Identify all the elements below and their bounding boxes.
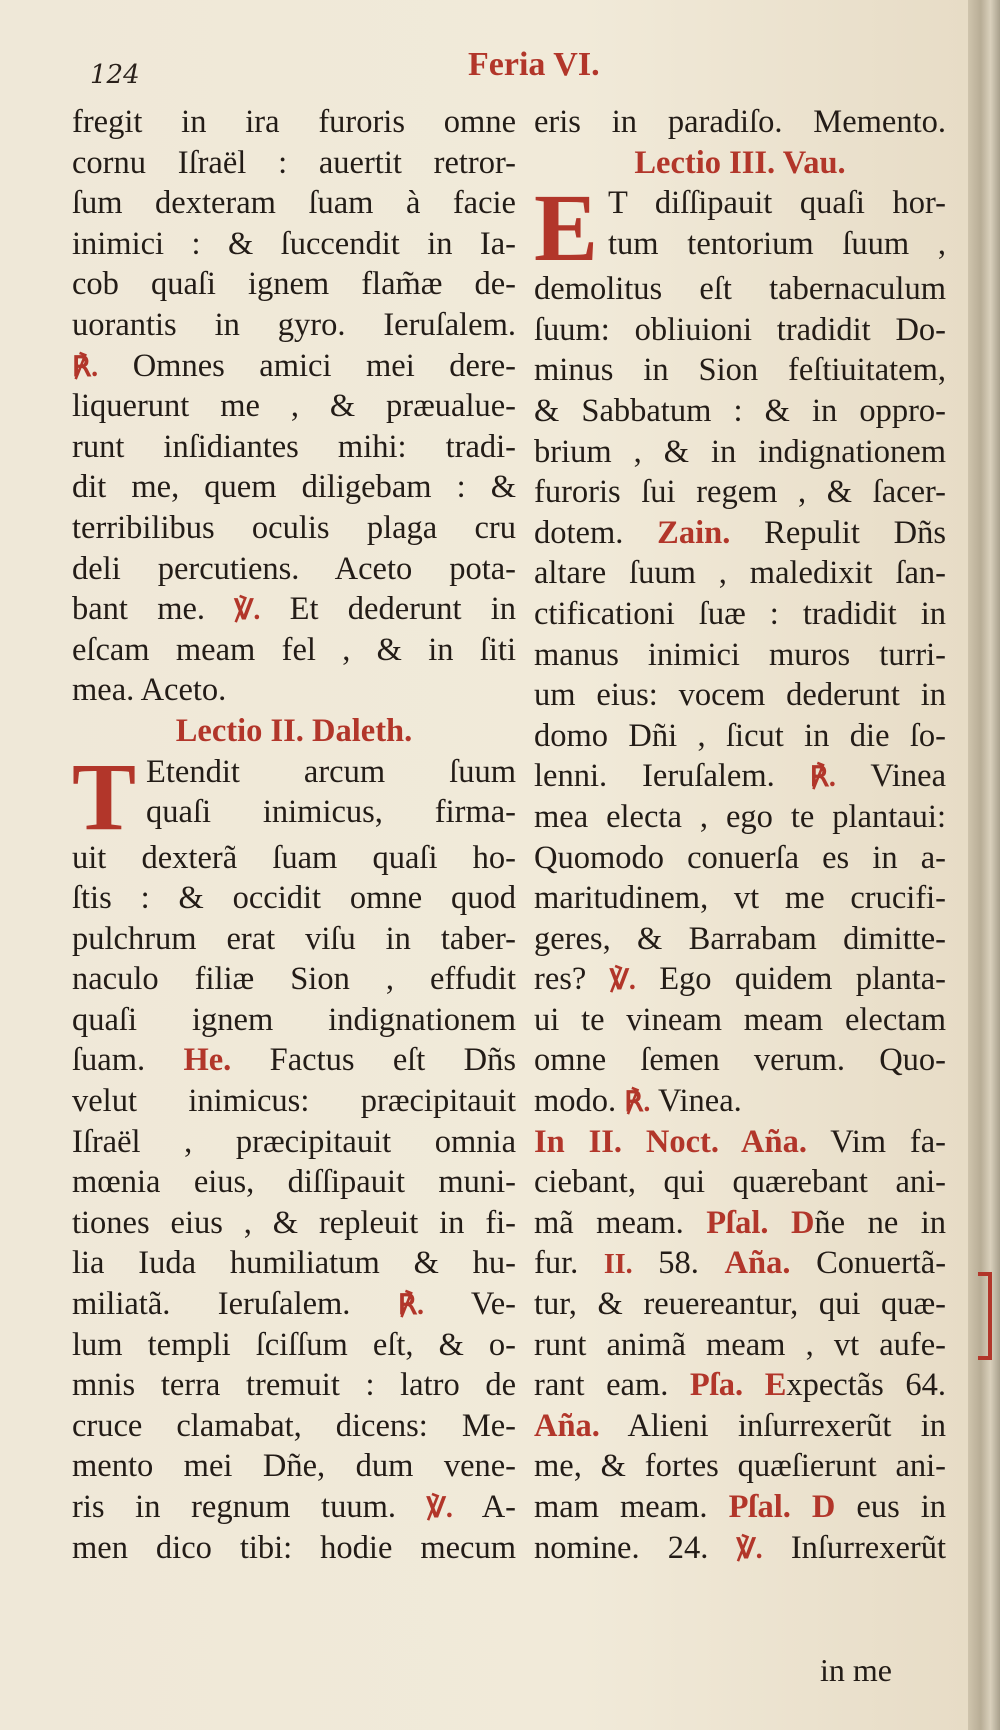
text-line: ris in regnum tuum. ℣. A-: [72, 1489, 516, 1525]
text-line: uit dexterã ſuam quaſi ho-: [72, 839, 516, 876]
text-line: mea electa , ego te plantaui:: [534, 798, 946, 835]
bookmark-tab: [978, 1272, 992, 1360]
text-line: mam meam. Pſal. D eus in: [534, 1489, 947, 1525]
left-column: [72, 102, 516, 1568]
he-label: He.: [183, 1042, 232, 1079]
text-line: & Sabbatum : & in oppro-: [534, 392, 946, 429]
rubric-nocturn: In II. Noct. Aña.: [534, 1123, 807, 1160]
text-line: altare ſuum , maledixit ſan-: [534, 555, 946, 592]
text-line: manus inimici muros turri-: [534, 636, 946, 673]
responsory-symbol: ℟.: [809, 762, 836, 794]
text-line: brium , & in indignationem: [534, 433, 946, 470]
responsory-symbol: ℟.: [397, 1290, 425, 1322]
drop-cap: E: [534, 183, 599, 270]
text-line: modo. ℟. Vinea.: [534, 1083, 742, 1120]
text-line: ui te vineam meam electam: [534, 1001, 946, 1038]
text-line: lenni. Ieruſalem. ℟. Vinea: [534, 758, 946, 795]
text-line: mento mei Dñe, dum vene-: [72, 1448, 516, 1485]
text-line: rant eam. Pſa. Expectãs 64.: [534, 1367, 946, 1404]
text-line: nomine. 24. ℣. Inſurrexerũt: [534, 1529, 947, 1566]
page-header: [0, 38, 968, 88]
text-line: maritudinem, vt me crucifi-: [534, 880, 946, 917]
text-line: tur, & reuereantur, qui quæ-: [534, 1286, 946, 1323]
text-line: liquerunt me , & præualue-: [72, 388, 516, 425]
text-line: um eius: vocem dederunt in: [534, 677, 946, 714]
versicle-symbol: ℣.: [426, 1493, 453, 1524]
drop-cap: T: [72, 751, 137, 838]
versicle-symbol: ℣.: [736, 1533, 763, 1565]
text-line: uorantis in gyro. Ieruſalem.: [72, 306, 516, 343]
text-line: runt animã meam , vt aufe-: [534, 1326, 946, 1363]
text-line: bant me. ℣. Et dederunt in: [72, 591, 516, 628]
text-line: domo Dñi , ſicut in die ſo-: [534, 717, 946, 754]
text-line: cruce clamabat, dicens: Me-: [72, 1407, 516, 1444]
rubric-lectio-3: Lectio III. Vau.: [634, 144, 846, 181]
text-line: terribilibus oculis plaga cru: [72, 509, 516, 546]
text-line: T diſſipauit quaſi hor-: [608, 185, 946, 222]
text-line: dotem. Zain. Repulit Dñs: [534, 514, 947, 551]
text-line: dit me, quem diligebam : &: [72, 469, 516, 506]
rubric-lectio-2: Lectio II. Daleth.: [175, 712, 413, 749]
responsory-symbol: ℟.: [72, 351, 99, 383]
text-line: fur. II. 58. Aña. Conuertã-: [534, 1245, 947, 1282]
text-line: demolitus eſt tabernaculum: [534, 271, 946, 308]
text-line: deli percutiens. Aceto pota-: [72, 550, 516, 587]
text-line: Iſraël , præcipitauit omnia: [72, 1123, 516, 1160]
text-line: lum templi ſciſſum eſt, & o-: [72, 1326, 516, 1363]
text-line: mea. Aceto.: [72, 672, 227, 709]
text-line: geres, & Barrabam dimitte-: [534, 920, 946, 957]
text-line: res? ℣. Ego quidem planta-: [534, 961, 946, 998]
text-line: me, & fortes quæſierunt ani-: [534, 1448, 946, 1485]
psalm-label: Pſa. E: [689, 1367, 787, 1404]
running-title: Feria VI.: [468, 46, 600, 83]
page-edge: [968, 0, 1000, 1730]
antiphon-label: Aña.: [724, 1245, 791, 1282]
text-line: Etendit arcum ſuum: [146, 753, 516, 790]
catchword: in me: [820, 1652, 892, 1688]
antiphon-label: Aña.: [534, 1407, 600, 1444]
text-line: miliatã. Ieruſalem. ℟. Ve-: [72, 1286, 516, 1323]
text-line: omne ſemen verum. Quo-: [534, 1042, 946, 1079]
text-line: ſum dexteram ſuam à facie: [72, 185, 516, 222]
text-line: pulchrum erat viſu in taber-: [72, 920, 516, 957]
page-number: 124: [90, 60, 140, 90]
lectio-2-block: [72, 752, 516, 838]
text-line: cornu Iſraël : auertit retror-: [72, 144, 516, 181]
lectio-3-block: [534, 183, 946, 269]
text-line: eris in paradiſo. Memento.: [534, 104, 946, 140]
text-line: inimici : & ſuccendit in Ia-: [72, 225, 516, 262]
text-line: mœnia eius, diſſipauit muni-: [72, 1164, 516, 1201]
text-line: ſuum: obliuioni tradidit Do-: [534, 311, 946, 348]
psalm-label: Pſal. D: [728, 1489, 836, 1525]
text-line: velut inimicus: præcipitauit: [72, 1083, 516, 1120]
right-column: [534, 102, 946, 1568]
zain-label: Zain.: [657, 514, 731, 551]
text-line: Quomodo conuerſa es in a-: [534, 839, 946, 876]
text-line: ℟. Omnes amici mei dere-: [72, 347, 516, 384]
numeral-label: II.: [603, 1249, 633, 1281]
versicle-symbol: ℣.: [234, 595, 261, 627]
text-line: quaſi inimicus, firma-: [146, 794, 516, 831]
text-line: naculo filiæ Sion , effudit: [72, 961, 516, 998]
versicle-symbol: ℣.: [609, 965, 636, 997]
text-line: In II. Noct. Aña. Vim fa-: [534, 1123, 946, 1160]
responsory-symbol: ℟.: [624, 1087, 651, 1119]
psalm-label: Pſal. D: [706, 1204, 815, 1241]
text-line: ciebant, qui quærebant ani-: [534, 1164, 946, 1201]
text-line: fregit in ira furoris omne: [72, 104, 516, 140]
text-line: lia Iuda humiliatum & hu-: [72, 1245, 516, 1282]
text-line: Aña. Alieni inſurrexerũt in: [534, 1407, 946, 1444]
text-line: mã meam. Pſal. Dñe ne in: [534, 1204, 946, 1241]
text-line: tiones eius , & repleuit in fi-: [72, 1204, 516, 1241]
text-line: ſtis : & occidit omne quod: [72, 880, 516, 917]
text-line: eſcam meam fel , & in ſiti: [72, 631, 516, 668]
text-line: quaſi ignem indignationem: [72, 1001, 516, 1038]
text-line: mnis terra tremuit : latro de: [72, 1367, 516, 1404]
text-line: cob quaſi ignem flam̃æ de-: [72, 266, 516, 303]
text-line: runt inſidiantes mihi: tradi-: [72, 428, 516, 465]
text-line: ctificationi ſuæ : tradidit in: [534, 595, 946, 632]
text-line: ſuam. He. Factus eſt Dñs: [72, 1042, 517, 1079]
text-line: tum tentorium ſuum ,: [608, 225, 946, 262]
text-line: furoris ſui regem , & ſacer-: [534, 474, 946, 511]
text-line: minus in Sion feſtiuitatem,: [534, 352, 946, 389]
text-line: men dico tibi: hodie mecum: [72, 1529, 516, 1566]
